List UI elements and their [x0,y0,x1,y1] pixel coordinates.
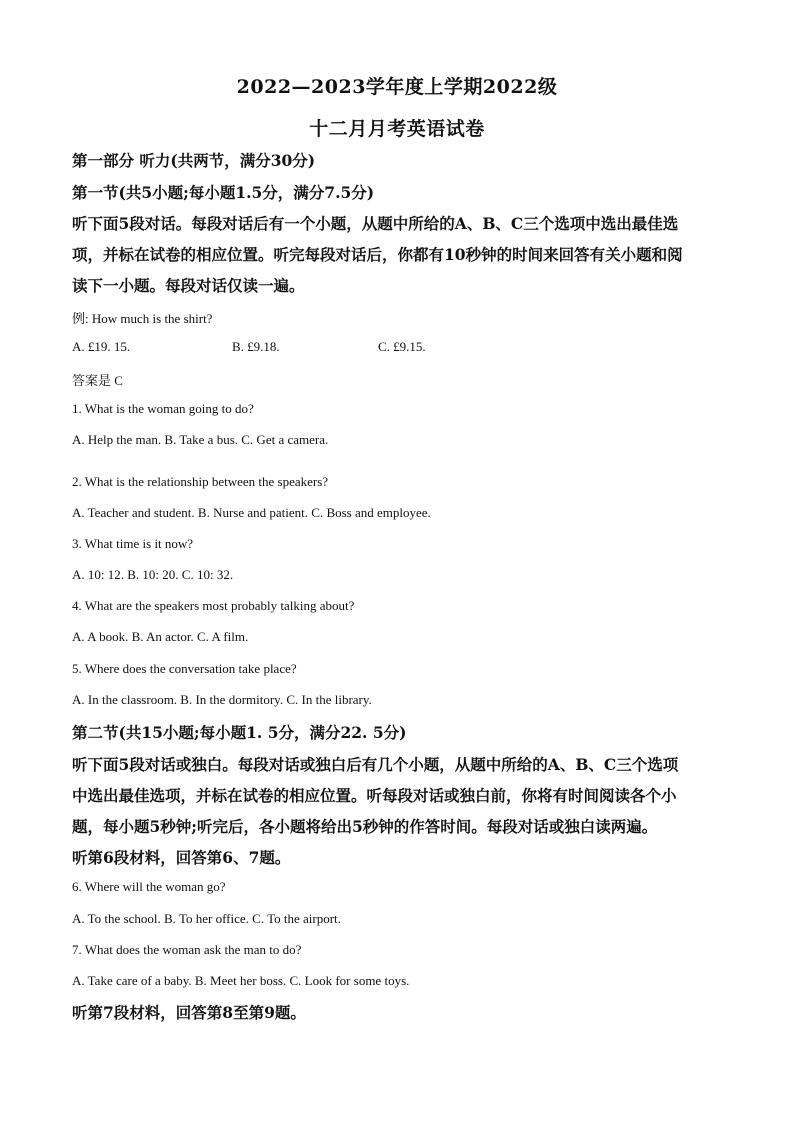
material6-heading: 听第6段材料，回答第6、7题。 [72,848,291,867]
question-5-options: A. In the classroom. B. In the dormitory. C. In the library. [72,692,372,707]
part1-heading: 第一部分 听力(共两节，满分30分) [72,151,316,170]
question-5: 5. Where does the conversation take place? [72,661,297,676]
question-6-options: A. To the school. B. To her office. C. To the airport. [72,911,341,926]
question-7-options: A. Take care of a baby. B. Meet her boss. C. Look for some toys. [72,973,410,988]
question-1: 1. What is the woman going to do? [72,401,254,416]
section1-instructions-line1: 听下面5段对话。每段对话后有一个小题，从题中所给的A、B、C三个选项中选出最佳选 [72,214,679,233]
example-answer: 答案是 C [72,373,123,388]
question-2: 2. What is the relationship between the speakers? [72,474,329,489]
section1-instructions-line2: 项，并标在试卷的相应位置。听完每段对话后，你都有10秒钟的时间来回答有关小题和阅 [72,245,683,264]
section2-instructions-line2: 中选出最佳选项，并标在试卷的相应位置。听每段对话或独白前，你将有时间阅读各个小 [72,786,677,805]
question-7: 7. What does the woman ask the man to do? [72,942,302,957]
question-6: 6. Where will the woman go? [72,879,226,894]
example-option-b: B. £9.18. [232,339,280,354]
section1-instructions-line3: 读下一小题。每段对话仅读一遍。 [72,276,305,295]
question-3: 3. What time is it now? [72,536,194,551]
material7-heading: 听第7段材料，回答第8至第9题。 [72,1003,306,1022]
question-2-options: A. Teacher and student. B. Nurse and patient. C. Boss and employee. [72,505,431,520]
question-3-options: A. 10: 12. B. 10: 20. C. 10: 32. [72,567,234,582]
example-option-c: C. £9.15. [378,339,426,354]
exam-title-line2: 十二月月考英语试卷 [309,118,485,140]
section1-heading: 第一节(共5小题;每小题1.5分，满分7.5分) [72,183,375,202]
question-4: 4. What are the speakers most probably talking about? [72,598,355,613]
question-1-options: A. Help the man. B. Take a bus. C. Get a camera. [72,432,329,447]
exam-title-line1: 2022—2023学年度上学期2022级 [236,76,558,98]
section2-instructions-line1: 听下面5段对话或独白。每段对话或独白后有几个小题，从题中所给的A、B、C三个选项 [72,755,679,774]
section2-instructions-line3: 题，每小题5秒钟;听完后，各小题将给出5秒钟的作答时间。每段对话或独白读两遍。 [72,817,658,836]
example-option-a: A. £19. 15. [72,339,131,354]
question-4-options: A. A book. B. An actor. C. A film. [72,629,249,644]
section2-heading: 第二节(共15小题;每小题1. 5分，满分22. 5分) [72,723,407,742]
example-question: 例: How much is the shirt? [72,311,213,326]
